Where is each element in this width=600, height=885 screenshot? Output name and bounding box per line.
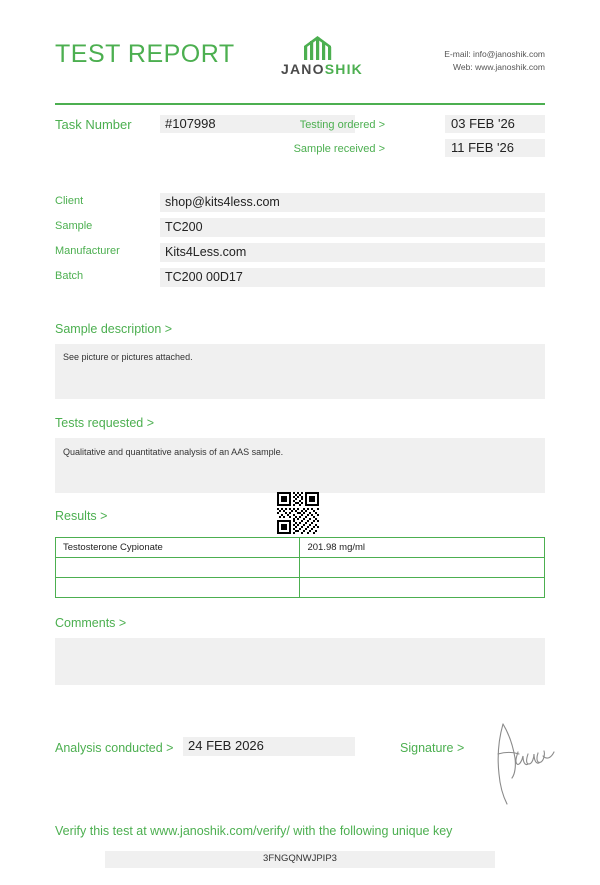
qr-code-icon: [277, 492, 319, 534]
contact-block: [444, 48, 545, 74]
logo-bars-icon: [262, 36, 382, 60]
info-label-client: Client: [55, 195, 84, 207]
result-amount: [300, 558, 545, 578]
result-substance: [56, 558, 300, 578]
results-heading: Results >: [55, 509, 108, 523]
analysis-conducted-value: 24 FEB 2026: [188, 738, 264, 753]
verify-text: Verify this test at www.janoshik.com/verify/ with the following unique key: [55, 824, 453, 838]
logo-wordmark: [262, 61, 382, 77]
info-table: [55, 193, 545, 293]
sample-description-text: See picture or pictures attached.: [63, 352, 193, 362]
info-value-sample: TC200: [165, 220, 203, 234]
sample-received-label: Sample received >: [293, 143, 385, 155]
info-label-sample: Sample: [55, 220, 93, 232]
table-row: [56, 558, 545, 578]
info-value-manufacturer: Kits4Less.com: [165, 245, 247, 259]
signature-icon: [485, 716, 585, 811]
info-label-batch: Batch: [55, 270, 84, 282]
comments-heading: Comments >: [55, 616, 127, 630]
result-substance: [56, 578, 300, 598]
info-row-manufacturer: [55, 243, 545, 262]
testing-ordered-value: 03 FEB '26: [451, 116, 515, 131]
table-row: [56, 538, 545, 558]
info-value-batch: TC200 00D17: [165, 270, 243, 284]
testing-ordered-label: Testing ordered >: [299, 119, 385, 131]
result-substance: Testosterone Cypionate: [56, 538, 300, 558]
contact-email: E-mail: info@janoshik.com: [444, 49, 545, 59]
logo-word-shik: SHIK: [324, 61, 363, 77]
sample-received-value: 11 FEB '26: [451, 140, 514, 155]
results-table: [55, 537, 545, 598]
table-row: [56, 578, 545, 598]
analysis-conducted-label: Analysis conducted >: [55, 741, 174, 755]
info-row-client: [55, 193, 545, 212]
janoshik-logo: [262, 36, 382, 77]
tests-requested-text: Qualitative and quantitative analysis of an AAS sample.: [63, 447, 284, 457]
info-row-sample: [55, 218, 545, 237]
report-header: [55, 38, 545, 90]
signature-label: Signature >: [400, 741, 465, 755]
header-divider: [55, 103, 545, 105]
task-number-value: #107998: [165, 116, 216, 131]
info-value-client: shop@kits4less.com: [165, 195, 280, 209]
unique-key-value: 3FNGQNWJPIP3: [263, 853, 337, 864]
page-title: TEST REPORT: [55, 40, 235, 68]
info-field-sample: [160, 218, 545, 237]
task-number-label: Task Number: [55, 117, 132, 132]
info-row-batch: [55, 268, 545, 287]
contact-web: Web: www.janoshik.com: [453, 62, 545, 73]
logo-word-jano: JANO: [281, 61, 325, 77]
comments-field: [55, 638, 545, 685]
tests-requested-heading: Tests requested >: [55, 416, 155, 430]
result-amount: 201.98 mg/ml: [300, 538, 545, 558]
sample-description-heading: Sample description >: [55, 322, 173, 336]
info-label-manufacturer: Manufacturer: [55, 245, 120, 257]
result-amount: [300, 578, 545, 598]
